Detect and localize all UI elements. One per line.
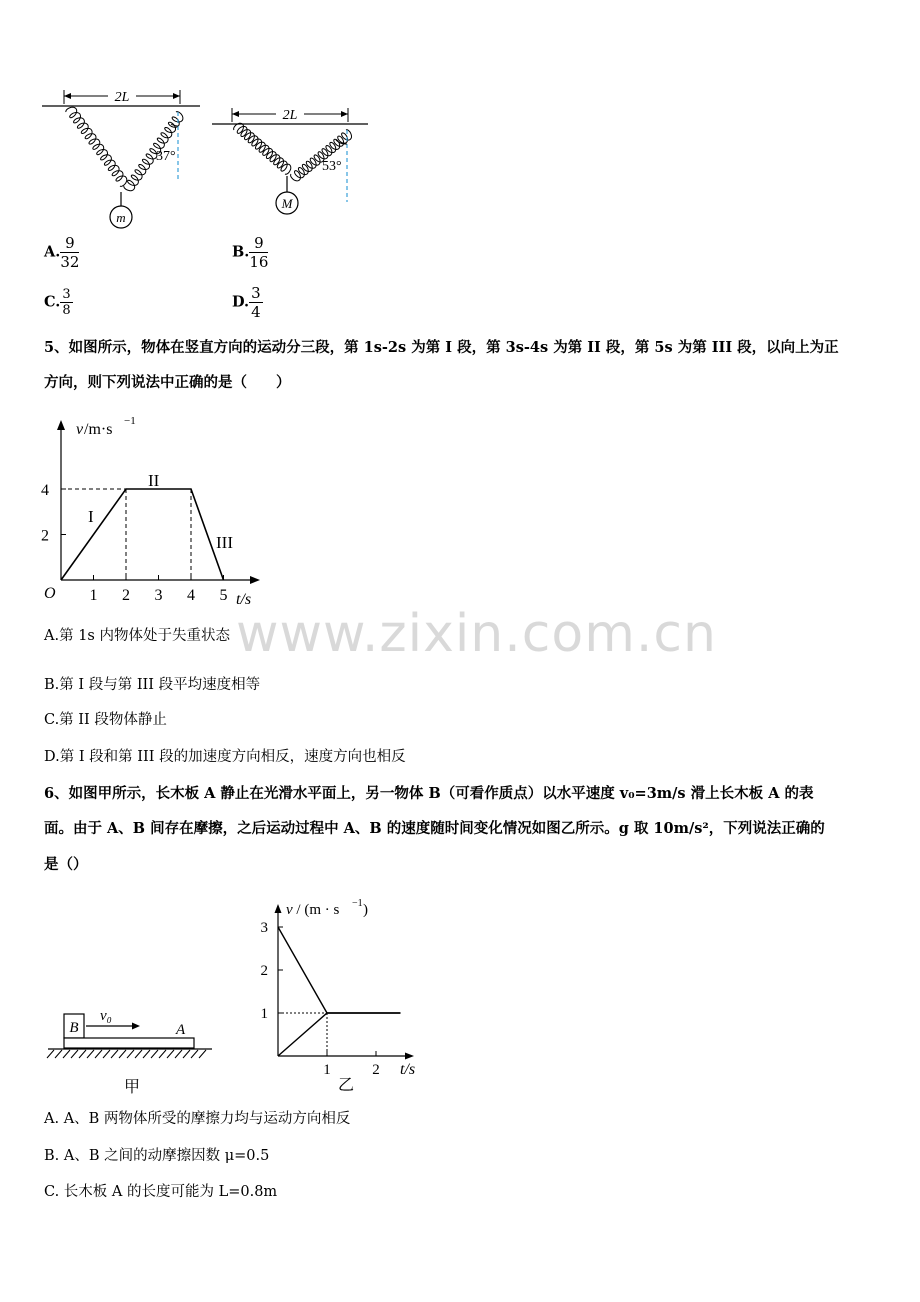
board-a xyxy=(64,1038,194,1048)
q5-option-d[interactable]: D.第 I 段和第 III 段的加速度方向相反，速度方向也相反 xyxy=(44,749,406,765)
hatch-line xyxy=(127,1050,134,1058)
origin-label: O xyxy=(44,585,56,602)
q5-stem-line1: 5、如图所示，物体在竖直方向的运动分三段，第 1s-2s 为第 I 段，第 3s-4s 为第 II 段，第 5s 为第 III 段，以向上为正 xyxy=(44,339,839,356)
mass-label: M xyxy=(281,196,293,211)
q6-stem-line1: 6、如图甲所示，长木板 A 静止在光滑水平面上，另一物体 B（可看作质点）以水平速度 v₀=3m/s 滑上长木板 A 的表 xyxy=(44,785,814,802)
hatch-line xyxy=(199,1050,206,1058)
x-tick-label: 2 xyxy=(122,587,130,604)
q5-vt-graph xyxy=(36,408,276,613)
hatch-line xyxy=(175,1050,182,1058)
hatch-line xyxy=(87,1050,94,1058)
fraction: $\frac{3}{8}$ xyxy=(62,287,71,318)
q6-vt-graph xyxy=(250,888,440,1098)
hatch-line xyxy=(151,1050,158,1058)
hatch-line xyxy=(191,1050,198,1058)
velocity-label: v₀ xyxy=(100,1008,112,1024)
velocity-line-b xyxy=(278,927,401,1013)
y-axis-unit: /m·s xyxy=(84,421,113,438)
velocity-line-a xyxy=(278,1013,401,1056)
span-label: 2L xyxy=(114,90,130,105)
q4-figure-right xyxy=(210,104,375,224)
velocity-line xyxy=(61,489,224,580)
ground-hatching xyxy=(47,1050,206,1058)
dashed-guides xyxy=(61,489,191,580)
x-tick-label: 4 xyxy=(187,587,195,604)
hatch-line xyxy=(119,1050,126,1058)
q6-figure-jia xyxy=(44,1000,224,1100)
spring-coil xyxy=(66,107,127,186)
spring-coil xyxy=(234,123,291,174)
q4-option-c[interactable]: C. $\frac{3}{8}$ xyxy=(44,287,71,318)
fraction: $\frac{3}{4}$ xyxy=(251,284,261,321)
segment-label-3: III xyxy=(216,533,233,552)
block-b-label: B xyxy=(69,1020,79,1036)
hatch-line xyxy=(79,1050,86,1058)
hatch-line xyxy=(55,1050,62,1058)
spring-left xyxy=(234,123,291,174)
q6-option-a[interactable]: A. A、B 两物体所受的摩擦力均与运动方向相反 xyxy=(44,1111,351,1127)
angle-label: 37° xyxy=(156,149,176,164)
q5-option-b[interactable]: B.第 I 段与第 III 段平均速度相等 xyxy=(44,677,261,693)
hatch-line xyxy=(63,1050,70,1058)
y-tick-label: 2 xyxy=(260,963,268,979)
y-tick-label: 3 xyxy=(260,920,268,936)
angle-label: 53° xyxy=(322,159,342,174)
y-axis-close: ) xyxy=(363,902,368,918)
q6-stem-line2: 面。由于 A、B 间存在摩擦，之后运动过程中 A、B 的速度随时间变化情况如图乙所示。g 取 10m/s²，下列说法正确的 xyxy=(44,820,825,837)
y-axis-label: v / (m · s xyxy=(286,902,340,918)
hatch-line xyxy=(135,1050,142,1058)
hatch-line xyxy=(111,1050,118,1058)
y-tick-label: 4 xyxy=(41,482,49,499)
caption-jia: 甲 xyxy=(123,1079,141,1096)
hatch-line xyxy=(71,1050,78,1058)
watermark: www.zixin.com.cn xyxy=(236,604,717,664)
hatch-line xyxy=(167,1050,174,1058)
y-tick-label: 1 xyxy=(260,1006,268,1022)
x-axis-label: t/s xyxy=(400,1061,416,1078)
fraction: $\frac{9}{32}$ xyxy=(60,234,80,271)
hatch-line xyxy=(159,1050,166,1058)
q5-stem-line2: 方向，则下列说法中正确的是（ ） xyxy=(44,374,291,391)
hatch-line xyxy=(183,1050,190,1058)
q4-option-a[interactable]: A. $\frac{9}{32}$ xyxy=(44,234,80,271)
y-tick-label: 2 xyxy=(41,527,49,545)
y-axis-label: v xyxy=(76,421,84,438)
q5-option-a[interactable]: A.第 1s 内物体处于失重状态 xyxy=(44,628,230,644)
fraction: $\frac{9}{16}$ xyxy=(249,234,269,271)
y-axis-exponent: −1 xyxy=(124,415,136,427)
mass-label: m xyxy=(116,210,126,225)
segment-label-2: II xyxy=(148,471,160,490)
q4-option-d[interactable]: D. $\frac{3}{4}$ xyxy=(232,284,261,321)
hatch-line xyxy=(143,1050,150,1058)
hatch-line xyxy=(95,1050,102,1058)
spring-left xyxy=(66,107,127,186)
q5-option-c[interactable]: C.第 II 段物体静止 xyxy=(44,712,167,728)
tick-marks xyxy=(41,482,228,604)
hatch-line xyxy=(103,1050,110,1058)
x-tick-label: 1 xyxy=(323,1062,331,1078)
hatch-line xyxy=(47,1050,54,1058)
board-a-label: A xyxy=(176,1022,186,1038)
x-tick-label: 3 xyxy=(154,587,163,604)
segment-label-1: I xyxy=(88,507,94,526)
x-tick-label: 1 xyxy=(89,587,98,604)
q4-option-b[interactable]: B. $\frac{9}{16}$ xyxy=(232,234,269,271)
x-tick-label: 2 xyxy=(372,1062,380,1078)
q6-option-b[interactable]: B. A、B 之间的动摩擦因数 μ=0.5 xyxy=(44,1148,270,1164)
x-tick-label: 5 xyxy=(219,587,228,604)
q4-figure-left xyxy=(40,82,210,232)
caption-yi: 乙 xyxy=(337,1077,355,1094)
span-label: 2L xyxy=(282,108,298,123)
q6-stem-line3: 是（） xyxy=(44,856,88,873)
y-axis-exponent: −1 xyxy=(352,898,363,909)
q6-option-c[interactable]: C. 长木板 A 的长度可能为 L=0.8m xyxy=(44,1184,278,1200)
x-axis-label: t/s xyxy=(236,591,252,608)
